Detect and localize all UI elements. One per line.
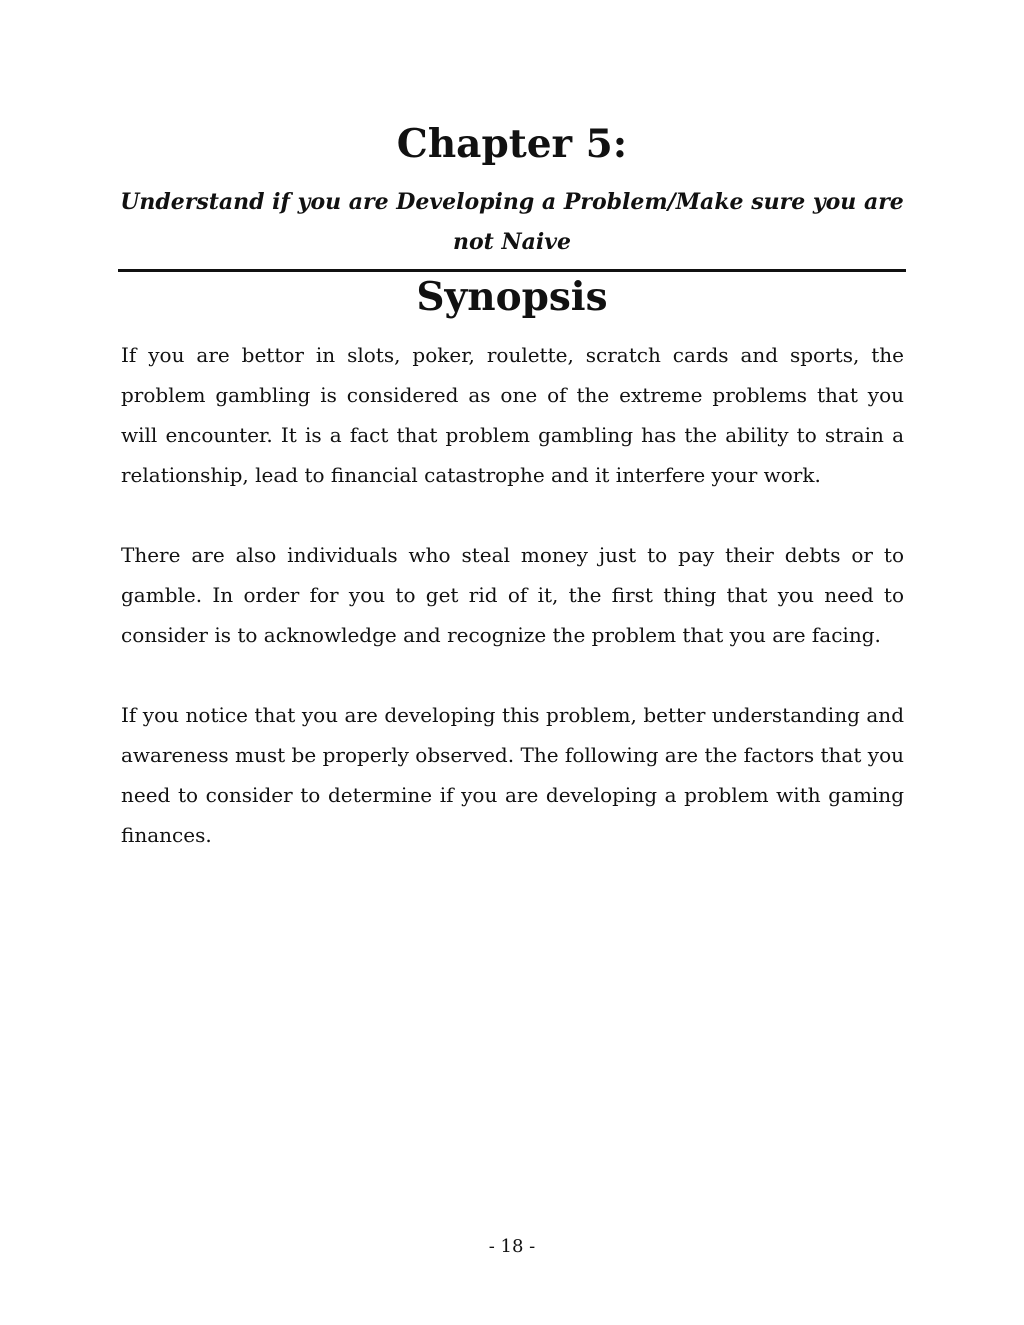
chapter-title: Chapter 5: <box>396 121 628 167</box>
body-paragraph-2: There are also individuals who steal money just to pay their debts or to gamble. In order for you to get rid of it, the first thing that you need to consider is to acknowledge and recognize the problem that you are facing. <box>121 543 904 647</box>
body-paragraph-3: If you notice that you are developing this problem, better understanding and awareness must be properly observed. The following are the factors that you need to consider to determine if you are developing a problem with gaming finances. <box>121 703 904 847</box>
chapter-subtitle: Understand if you are Developing a Problem/Make sure you are not Naive <box>120 189 904 255</box>
page-number: - 18 - <box>488 1236 536 1257</box>
body-paragraph-1: If you are bettor in slots, poker, roulette, scratch cards and sports, the problem gambling is considered as one of the extreme problems that you will encounter. It is a fact that problem gambling has the ability to strain a relationship, lead to financial catastrophe and it interfere your work. <box>121 343 904 487</box>
section-title: Synopsis <box>416 274 608 320</box>
